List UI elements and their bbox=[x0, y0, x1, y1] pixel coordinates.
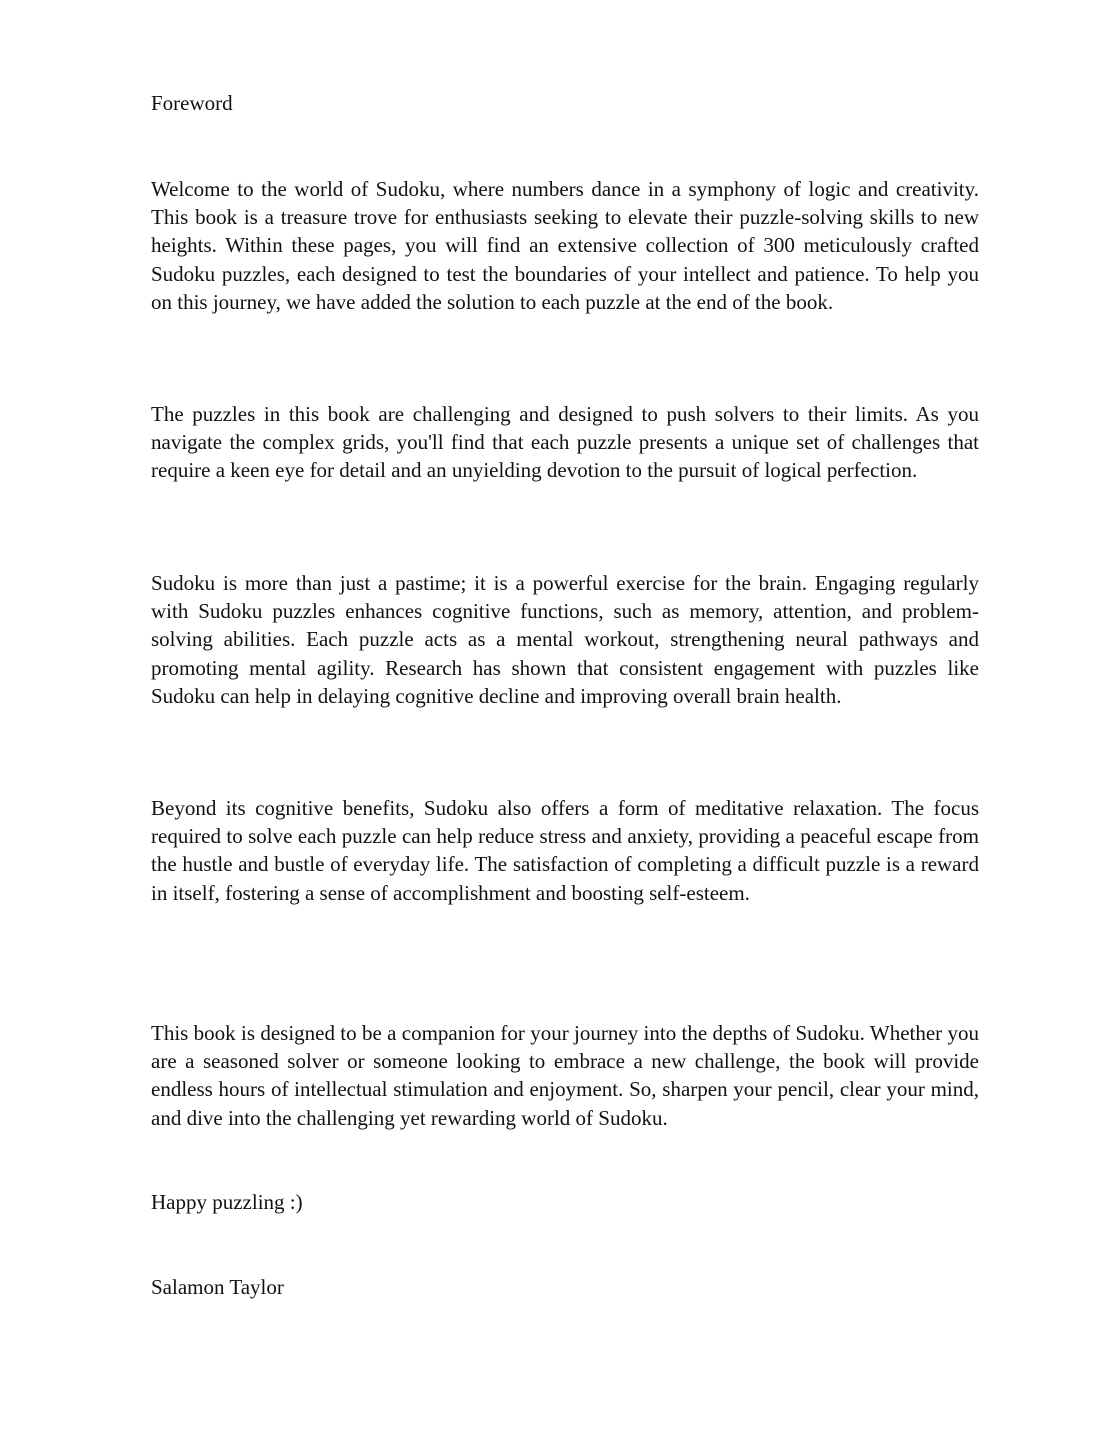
paragraph-relaxation: Beyond its cognitive benefits, Sudoku also offers a form of meditative relaxation. The focus required to solve each puzzle can help reduce stress and anxiety, providing a peaceful escape from the hustle and bustle of everyday life. The satisfaction of completing a difficult puzzle is a reward in itself, fostering a sense of accomplishment and boosting self-esteem. bbox=[151, 796, 979, 905]
closing-line: Happy puzzling :) bbox=[151, 1190, 303, 1214]
page-heading: Foreword bbox=[151, 91, 233, 115]
paragraph-challenge: The puzzles in this book are challenging and designed to push solvers to their limits. As you navigate the complex grids, you'll find that each puzzle presents a unique set of challenges that require a keen eye for detail and an unyielding devotion to the pursuit of logical perfection. bbox=[151, 402, 979, 483]
paragraph-companion: This book is designed to be a companion for your journey into the depths of Sudoku. Whether you are a seasoned solver or someone looking to embrace a new challenge, the book will provide endless hours of intellectual stimulation and enjoyment. So, sharpen your pencil, clear your mind, and dive into the challenging yet rewarding world of Sudoku. bbox=[151, 1021, 979, 1130]
paragraph-welcome: Welcome to the world of Sudoku, where numbers dance in a symphony of logic and creativity. This book is a treasure trove for enthusiasts seeking to elevate their puzzle-solving skills to new heights. Within these pages, you will find an extensive collection of 300 meticulously crafted Sudoku puzzles, each designed to test the boundaries of your intellect and patience. To help you on this journey, we have added the solution to each puzzle at the end of the book. bbox=[151, 177, 979, 314]
author-signature: Salamon Taylor bbox=[151, 1275, 284, 1299]
paragraph-brain-exercise: Sudoku is more than just a pastime; it is a powerful exercise for the brain. Engaging regularly with Sudoku puzzles enhances cognitive functions, such as memory, attention, and problem-solving abilities. Each puzzle acts as a mental workout, strengthening neural pathways and promoting mental agility. Research has shown that consistent engagement with puzzles like Sudoku can help in delaying cognitive decline and improving overall brain health. bbox=[151, 571, 979, 708]
